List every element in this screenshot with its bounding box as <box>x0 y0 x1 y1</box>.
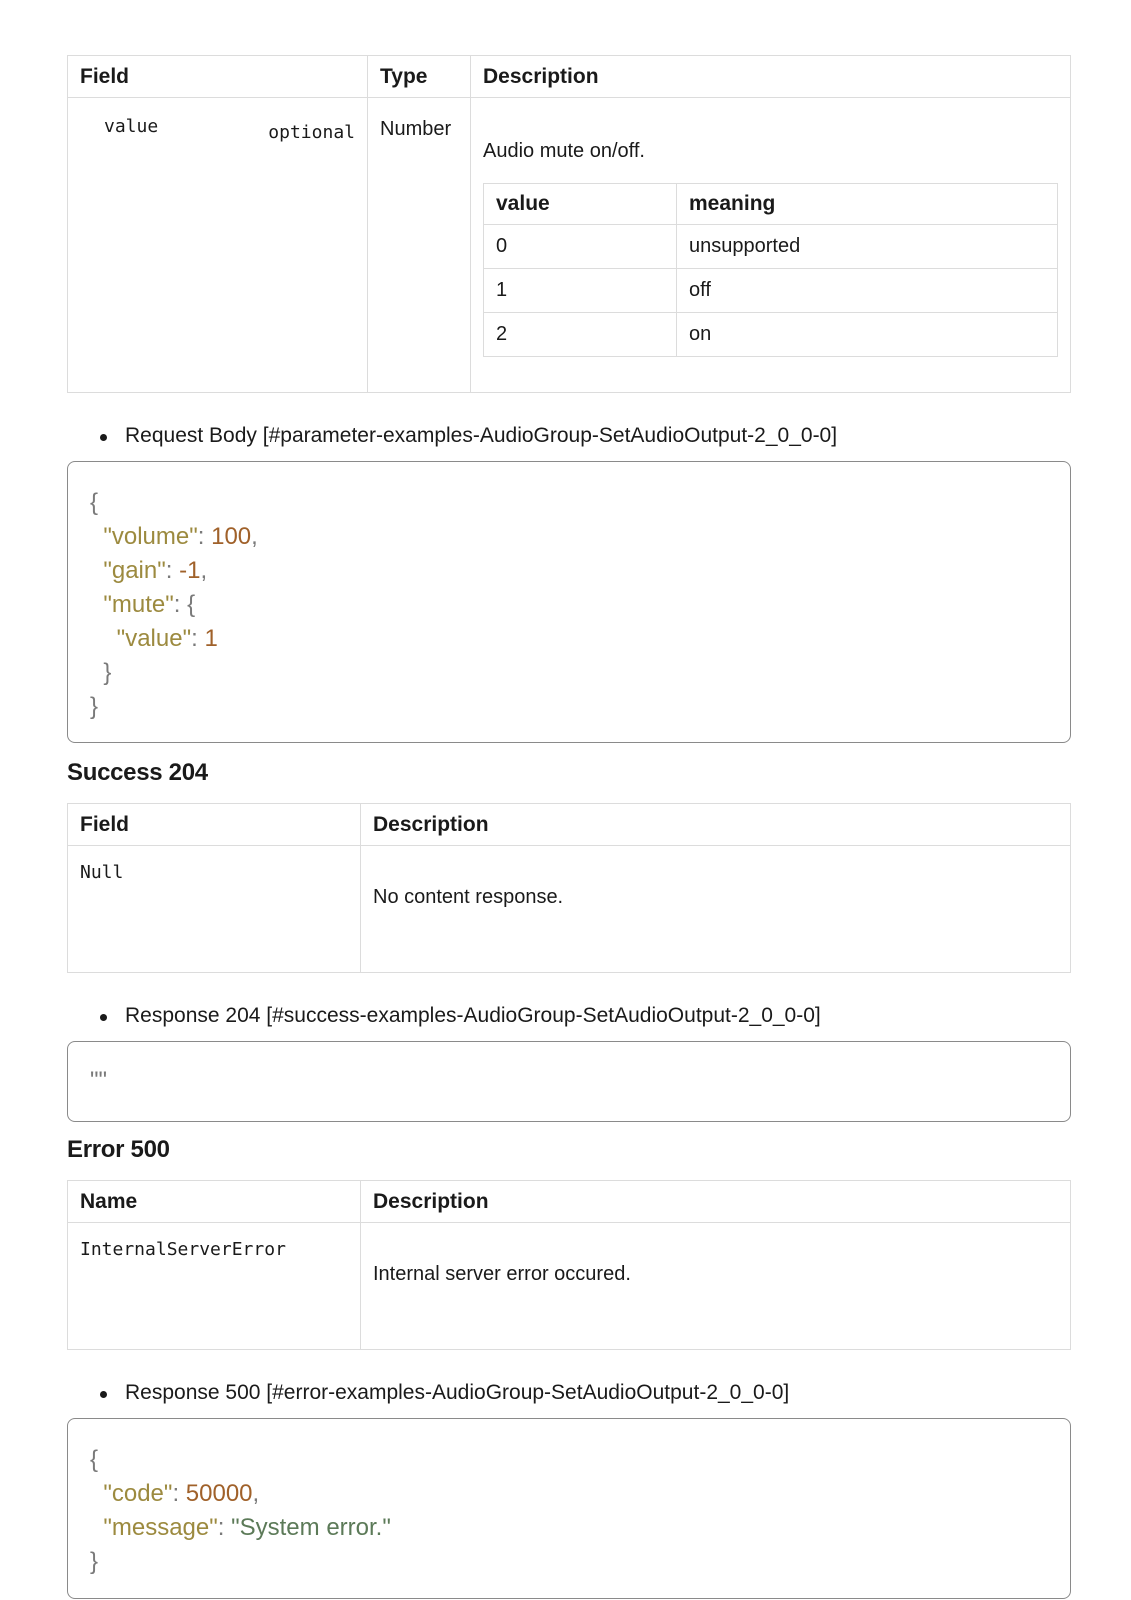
error-table <box>67 1180 1071 1350</box>
success-description: No content response. <box>361 846 1071 973</box>
field-cell <box>68 98 368 393</box>
error-header-name: Name <box>68 1181 361 1223</box>
value-cell: 1 <box>484 269 677 313</box>
response-204-link[interactable]: Response 204 [#success-examples-AudioGroup-SetAudioOutput-2_0_0-0] <box>67 1003 1071 1029</box>
json-value-code: 50000 <box>185 1480 253 1507</box>
json-key-code: "code" <box>103 1480 173 1507</box>
value-cell: 0 <box>484 225 677 269</box>
values-table <box>483 183 1058 357</box>
api-doc-page <box>67 55 1071 1599</box>
json-key-message: "message" <box>103 1514 218 1541</box>
meaning-cell: on <box>677 313 1058 357</box>
json-value-message: "System error." <box>231 1514 391 1541</box>
json-key-gain: "gain" <box>103 557 166 584</box>
values-row <box>484 225 1058 269</box>
json-key-volume: "volume" <box>103 523 198 550</box>
json-value-volume: 100 <box>211 523 252 550</box>
value-cell: 2 <box>484 313 677 357</box>
request-body-link[interactable]: Request Body [#parameter-examples-AudioGroup-SetAudioOutput-2_0_0-0] <box>67 423 1071 449</box>
response-500-code: { "code": 50000, "message": "System error." } <box>67 1418 1071 1599</box>
success-header-description: Description <box>361 804 1071 846</box>
error-header-row <box>68 1181 1071 1223</box>
values-header-meaning: meaning <box>677 184 1058 225</box>
header-type: Type <box>368 56 471 98</box>
field-description: Audio mute on/off. <box>483 140 645 162</box>
type-cell: Number <box>368 98 471 393</box>
error-description: Internal server error occured. <box>361 1223 1071 1350</box>
parameters-header-row <box>68 56 1071 98</box>
parameter-row <box>68 98 1071 393</box>
success-header-row <box>68 804 1071 846</box>
values-row <box>484 313 1058 357</box>
json-value-value: 1 <box>204 625 218 652</box>
request-body-code: { "volume": 100, "gain": -1, "mute": { "value": 1 } } <box>67 461 1071 743</box>
response-204-code <box>67 1041 1071 1122</box>
description-cell <box>471 98 1071 393</box>
header-description: Description <box>471 56 1071 98</box>
error-header-description: Description <box>361 1181 1071 1223</box>
error-name: InternalServerError <box>68 1223 361 1350</box>
values-header-row <box>484 184 1058 225</box>
error-heading: Error 500 <box>67 1136 170 1163</box>
success-header-field: Field <box>68 804 361 846</box>
json-key-value: "value" <box>116 625 192 652</box>
header-field: Field <box>68 56 368 98</box>
json-key-mute: "mute" <box>103 591 174 618</box>
optional-label: optional <box>268 122 355 143</box>
values-header-value: value <box>484 184 677 225</box>
meaning-cell: off <box>677 269 1058 313</box>
error-row <box>68 1223 1071 1350</box>
meaning-cell: unsupported <box>677 225 1058 269</box>
success-table <box>67 803 1071 973</box>
field-name: value <box>104 116 159 137</box>
success-field: Null <box>68 846 361 973</box>
success-row <box>68 846 1071 973</box>
json-empty-string: "" <box>90 1067 108 1094</box>
json-value-gain: -1 <box>179 557 201 584</box>
values-row <box>484 269 1058 313</box>
response-500-link[interactable]: Response 500 [#error-examples-AudioGroup-SetAudioOutput-2_0_0-0] <box>67 1380 1071 1406</box>
parameters-table <box>67 55 1071 393</box>
success-heading: Success 204 <box>67 759 208 786</box>
